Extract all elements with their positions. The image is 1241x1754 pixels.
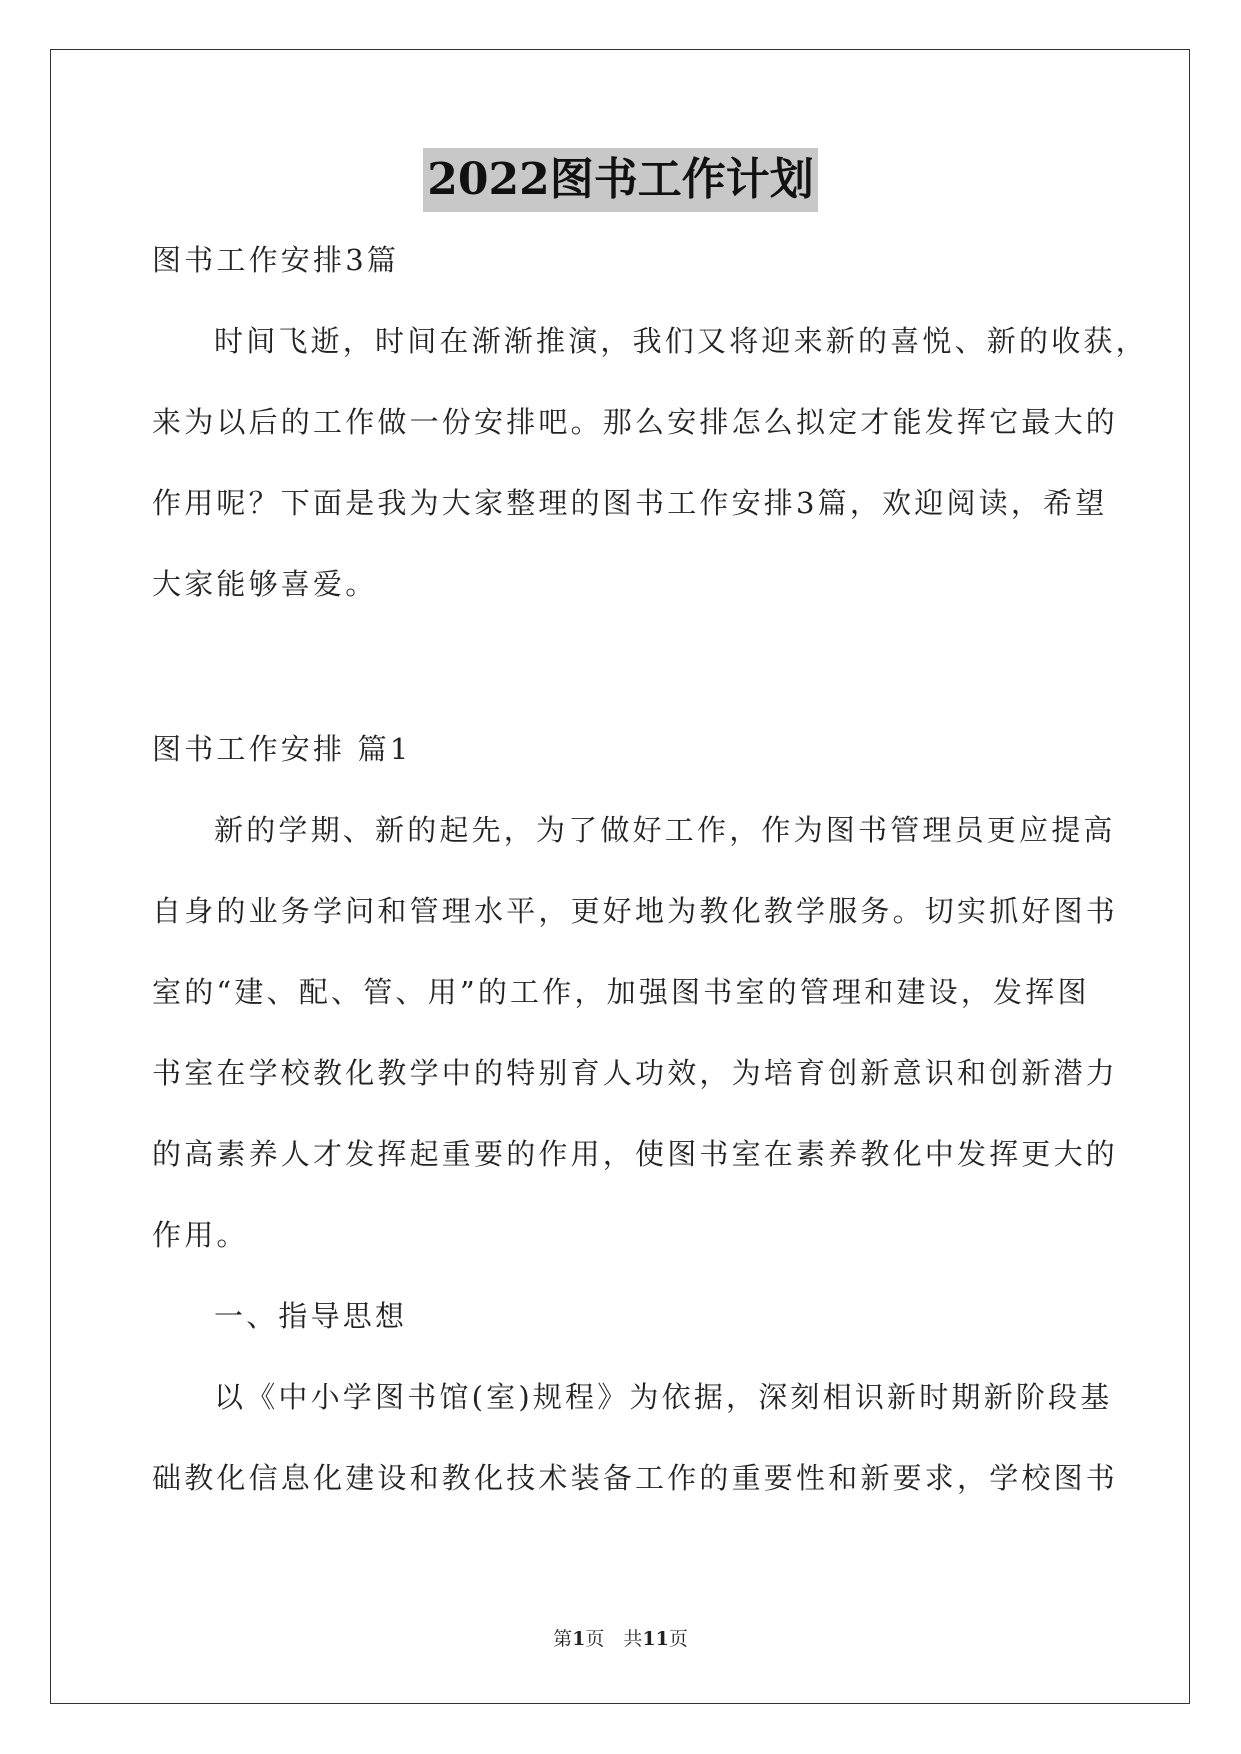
intro-line-1: 时间飞逝，时间在渐渐推演，我们又将迎来新的喜悦、新的收获， [214, 324, 1148, 358]
page-total: 11 [642, 1628, 669, 1650]
page-current: 1 [572, 1628, 586, 1650]
page-prefix: 第 [553, 1628, 573, 1650]
section-line-2: 自身的业务学问和管理水平，更好地为教化教学服务。切实抓好图书 [152, 894, 1119, 928]
point-heading: 一、指导思想 [214, 1299, 408, 1333]
page-footer [0, 1624, 1241, 1651]
section-line-3: 室的“建、配、管、用”的工作，加强图书室的管理和建设，发挥图 [152, 975, 1090, 1009]
intro-line-4: 大家能够喜爱。 [152, 567, 378, 601]
document-title: 2022图书工作计划 [423, 148, 817, 212]
section-heading: 图书工作安排 篇1 [152, 732, 412, 766]
point-line-2: 础教化信息化建设和教化技术装备工作的重要性和新要求，学校图书 [152, 1461, 1119, 1495]
section-line-4: 书室在学校教化教学中的特别育人功效，为培育创新意识和创新潜力 [152, 1056, 1119, 1090]
page-suffix: 页 [668, 1628, 688, 1650]
intro-line-3: 作用呢？下面是我为大家整理的图书工作安排3篇，欢迎阅读，希望 [152, 486, 1108, 520]
point-line-1: 以《中小学图书馆(室)规程》为依据，深刻相识新时期新阶段基 [214, 1380, 1113, 1414]
intro-line-2: 来为以后的工作做一份安排吧。那么安排怎么拟定才能发挥它最大的 [152, 405, 1119, 439]
section-line-1: 新的学期、新的起先，为了做好工作，作为图书管理员更应提高 [214, 813, 1116, 847]
page-mid: 页 共 [585, 1628, 643, 1650]
document-subtitle: 图书工作安排3篇 [152, 243, 400, 277]
section-line-6: 作用。 [152, 1218, 249, 1252]
paragraph-gap [152, 645, 1092, 729]
title-container [0, 148, 1241, 212]
document-body [152, 240, 1148, 1539]
section-line-5: 的高素养人才发挥起重要的作用，使图书室在素养教化中发挥更大的 [152, 1137, 1119, 1171]
